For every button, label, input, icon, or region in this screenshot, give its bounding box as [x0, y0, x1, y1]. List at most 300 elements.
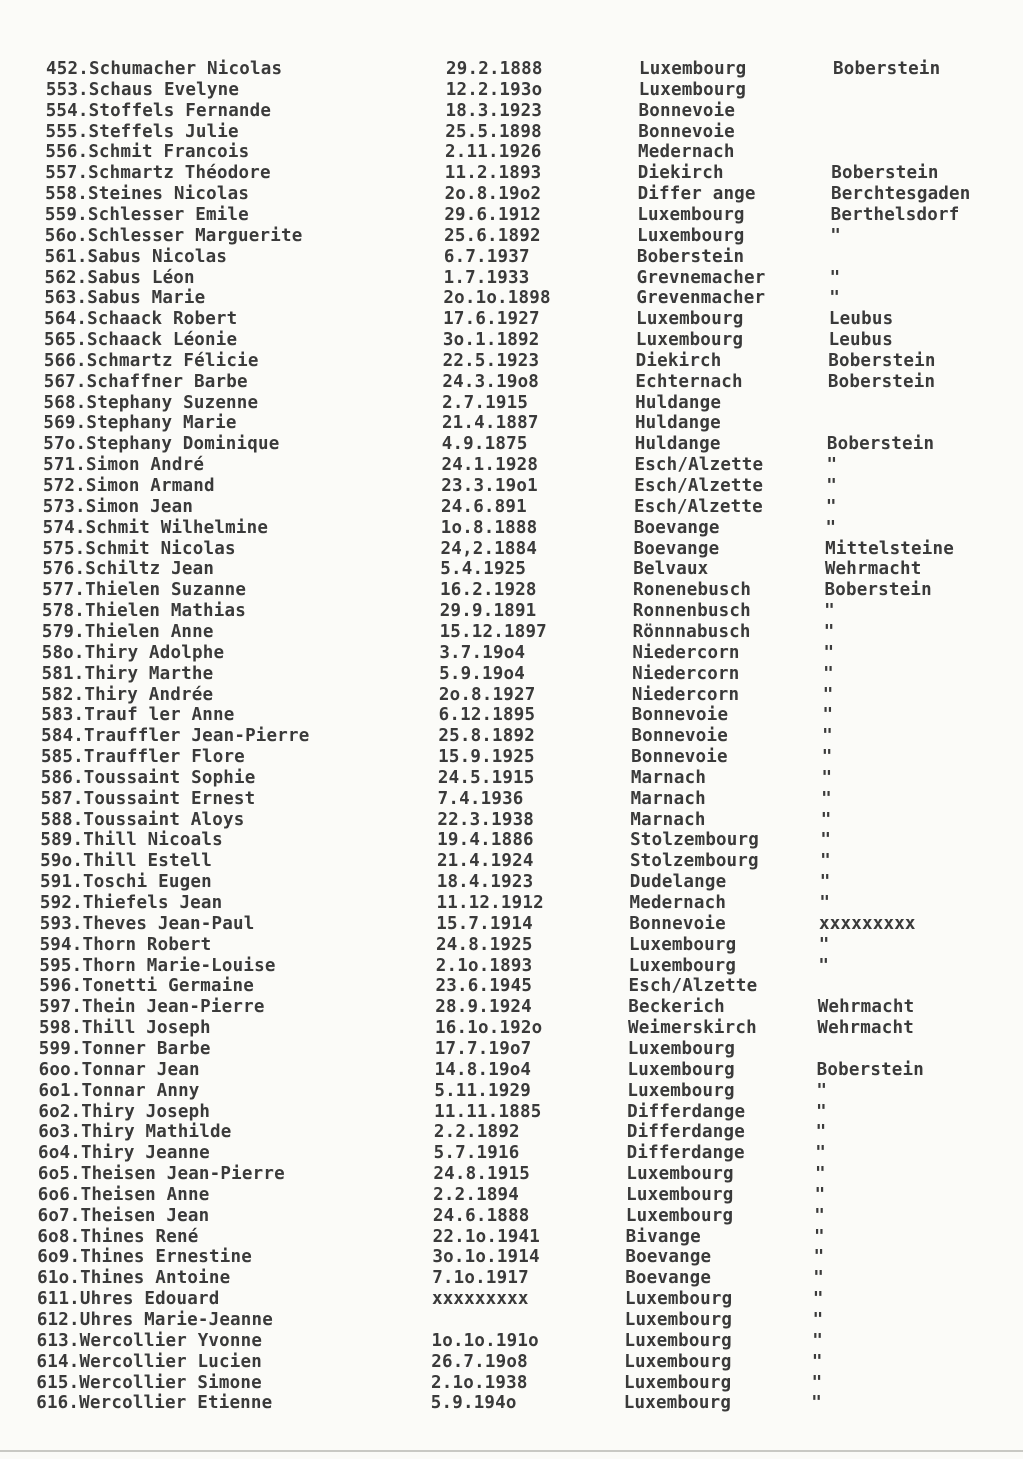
entry-place: Esch/Alzette [633, 496, 763, 517]
entry-date: 2.1o.1893 [435, 955, 533, 976]
entry-name: 614.Wercollier Lucien [36, 1351, 262, 1372]
entry-date: 11.12.1912 [436, 893, 544, 913]
entry-camp: " [826, 476, 837, 496]
list-row [39, 1060, 1023, 1081]
entry-place: Dudelange [629, 872, 727, 893]
list-row [43, 413, 1023, 434]
entry-camp: xxxxxxxxx [819, 913, 916, 934]
entry-name: 6oo.Tonnar Jean [38, 1059, 200, 1080]
list-row [42, 601, 1023, 622]
list-row [44, 288, 1023, 309]
entry-date: 18.4.1923 [436, 872, 534, 893]
entry-name: 593.Theves Jean-Paul [39, 913, 255, 934]
list-row [41, 768, 1023, 789]
entry-name: 586.Toussaint Sophie [40, 767, 256, 788]
list-row [39, 997, 1023, 1018]
list-row [39, 976, 1023, 997]
list-row [43, 434, 1023, 455]
entry-date: 6.12.1895 [438, 705, 536, 726]
entry-place: Ronnenbusch [632, 601, 751, 622]
entry-date: 29.2.1888 [446, 59, 543, 79]
entry-place: Boevange [633, 517, 720, 538]
entry-name: 577.Thielen Suzanne [42, 580, 247, 601]
entry-name: 558.Steines Nicolas [45, 184, 250, 205]
entry-date: 24.3.19o8 [442, 371, 540, 392]
entry-name: 613.Wercollier Yvonne [36, 1330, 263, 1351]
entry-place: Huldange [634, 413, 721, 434]
list-row [39, 1081, 1023, 1102]
entry-date: 5.7.1916 [433, 1143, 520, 1164]
entry-name: 57o.Stephany Dominique [43, 434, 280, 455]
list-row [38, 1206, 1023, 1227]
entry-place: Luxembourg [627, 1080, 735, 1101]
entry-name: 6o3.Thiry Mathilde [38, 1122, 232, 1143]
entry-camp: " [815, 1101, 827, 1122]
entry-camp: " [814, 1164, 826, 1185]
entry-place: Luxembourg [639, 59, 747, 79]
list-row [44, 330, 1023, 351]
entry-date: xxxxxxxxx [431, 1289, 529, 1310]
entry-name: 563.Sabus Marie [44, 288, 206, 309]
entry-camp: Wehrmacht [817, 1018, 914, 1039]
entry-place: Luxembourg [626, 1164, 734, 1185]
entry-name: 589.Thill Nicoals [40, 830, 223, 851]
entry-place: Bonnevoie [638, 100, 736, 121]
entry-place: Ronenebusch [633, 580, 752, 601]
list-row [42, 622, 1023, 643]
entry-camp: Boberstein [816, 1059, 925, 1080]
entry-name: 594.Thorn Robert [39, 934, 212, 955]
entry-name: 573.Simon Jean [42, 496, 194, 517]
entry-name: 59o.Thill Estell [40, 851, 212, 872]
entry-camp: " [813, 1247, 825, 1268]
entry-name: 6o2.Thiry Joseph [38, 1101, 211, 1122]
entry-date: 2o.8.1927 [438, 684, 536, 705]
entry-date: 17.7.19o7 [434, 1038, 532, 1059]
entry-camp: " [815, 1143, 827, 1164]
entry-camp: " [811, 1393, 822, 1414]
entry-date: 24.6.1888 [432, 1205, 530, 1226]
entry-camp: " [811, 1372, 823, 1393]
list-row [40, 935, 1023, 956]
entry-place: Belvaux [633, 559, 709, 580]
list-row [40, 914, 1023, 935]
page-edge-divider [0, 1450, 1023, 1452]
entry-camp: Leubus [828, 309, 894, 330]
entry-date: 2.2.1894 [433, 1184, 520, 1205]
entry-date: 5.9.19o4 [439, 663, 525, 684]
entry-place: Differ ange [637, 184, 756, 205]
entry-camp: " [818, 955, 830, 976]
list-row [38, 1143, 1023, 1164]
list-row [41, 789, 1023, 810]
entry-camp: Boberstein [827, 371, 936, 392]
entry-camp: " [821, 767, 833, 788]
entry-place: Bonnevoie [631, 705, 729, 726]
entry-place: Beckerich [628, 997, 725, 1018]
entry-camp: Berthelsdorf [830, 204, 960, 225]
entry-place: Bonnevoie [631, 726, 728, 747]
entry-place: Marnach [630, 788, 706, 809]
entry-date: 2o.1o.1898 [443, 288, 551, 309]
entry-date: 23.6.1945 [435, 976, 533, 997]
entry-name: 587.Toussaint Ernest [40, 788, 256, 809]
entry-place: Bonnevoie [638, 121, 735, 142]
entry-name: 562.Sabus Léon [44, 267, 195, 288]
entry-date: 18.3.1923 [445, 100, 543, 121]
entry-name: 553.Schaus Evelyne [45, 79, 240, 100]
list-row [37, 1227, 1023, 1248]
entry-camp: " [823, 642, 835, 663]
entry-camp: " [812, 1289, 824, 1310]
entry-name: 588.Toussaint Aloys [40, 809, 245, 830]
entry-name: 583.Trauf ler Anne [41, 705, 235, 726]
entry-place: Marnach [630, 767, 707, 788]
entry-date: 15.9.1925 [438, 747, 535, 768]
entry-date: 21.4.1887 [441, 413, 539, 434]
entry-place: Echternach [635, 371, 743, 392]
list-row [38, 1122, 1023, 1143]
list-row [37, 1268, 1023, 1289]
entry-name: 6o8.Thines René [37, 1226, 199, 1247]
list-row [42, 559, 1023, 580]
entry-place: Luxembourg [637, 225, 745, 246]
list-row [41, 747, 1023, 768]
entry-place: Stolzembourg [630, 830, 760, 851]
entry-name: 569.Stephany Marie [43, 413, 237, 434]
entry-camp: " [824, 601, 835, 622]
list-row [46, 101, 1023, 122]
entry-name: 56o.Schlesser Marguerite [44, 225, 303, 246]
entry-place: Bonnevoie [631, 747, 728, 768]
entry-date: 25.6.1892 [444, 225, 541, 246]
entry-date: 15.12.1897 [439, 621, 547, 642]
entry-camp: Boberstein [826, 434, 935, 455]
list-row [38, 1102, 1023, 1123]
entry-date: 24.1.1928 [441, 455, 539, 476]
entry-date: 24,2.1884 [440, 538, 538, 559]
entry-name: 571.Simon André [43, 455, 205, 476]
list-row [37, 1247, 1023, 1268]
entry-camp: " [830, 225, 842, 246]
entry-place: Differdange [627, 1101, 746, 1122]
entry-place: Differdange [626, 1122, 745, 1143]
list-row [39, 1018, 1023, 1039]
list-row [45, 247, 1023, 268]
entry-camp: " [823, 621, 835, 642]
entry-name: 561.Sabus Nicolas [44, 246, 228, 267]
entry-camp: " [814, 1184, 826, 1205]
entry-camp: " [825, 517, 837, 538]
list-row [44, 393, 1023, 414]
entry-name: 581.Thiry Marthe [41, 663, 214, 684]
list-row [36, 1393, 1023, 1414]
list-row [40, 830, 1023, 851]
entry-name: 582.Thiry Andrée [41, 684, 214, 705]
entry-name: 576.Schiltz Jean [42, 559, 215, 580]
list-row [43, 497, 1023, 518]
entry-date: 29.6.1912 [444, 204, 541, 225]
entry-name: 556.Schmit Francois [45, 142, 250, 163]
entry-date: 24.6.891 [440, 496, 527, 517]
entry-date: 3.7.19o4 [439, 642, 526, 663]
list-row [43, 455, 1023, 476]
entry-place: Luxembourg [627, 1059, 735, 1080]
list-row [46, 80, 1023, 101]
list-row [38, 1164, 1023, 1185]
entry-name: 598.Thill Joseph [38, 1018, 211, 1039]
entry-date: 17.6.1927 [443, 309, 540, 330]
entry-name: 6o7.Theisen Jean [37, 1205, 210, 1226]
entry-date: 15.7.1914 [436, 913, 533, 934]
entry-name: 592.Thiefels Jean [39, 893, 223, 913]
list-row [42, 539, 1023, 560]
entry-place: Luxembourg [624, 1330, 732, 1351]
entry-place: Luxembourg [624, 1351, 732, 1372]
entry-name: 612.Uhres Marie-Jeanne [36, 1310, 274, 1330]
entry-camp: Boberstein [833, 59, 941, 79]
entry-name: 595.Thorn Marie-Louise [39, 955, 276, 976]
entry-place: Boevange [633, 538, 720, 559]
entry-place: Medernach [638, 142, 735, 163]
entry-date: 22.3.1938 [437, 809, 535, 830]
entry-place: Luxembourg [626, 1184, 734, 1205]
entry-camp: Berchtesgaden [830, 184, 971, 205]
entry-place: Luxembourg [624, 1372, 732, 1393]
entry-name: 6o1.Tonnar Anny [38, 1080, 200, 1101]
entry-name: 567.Schaffner Barbe [43, 371, 248, 392]
entry-camp: " [819, 872, 831, 893]
entry-camp: " [825, 496, 837, 517]
list-row [38, 1185, 1023, 1206]
entry-camp: " [822, 726, 833, 747]
entry-camp: Boberstein [828, 350, 936, 371]
entry-date: 7.1o.1917 [432, 1268, 529, 1289]
list-row [44, 372, 1023, 393]
entry-camp: " [822, 705, 834, 726]
entry-camp: Boberstein [831, 163, 939, 184]
entry-camp: " [820, 809, 832, 830]
entry-camp: " [813, 1268, 825, 1289]
entry-place: Luxembourg [638, 79, 747, 100]
entry-date: 6.7.1937 [443, 246, 530, 267]
entry-name: 58o.Thiry Adolphe [41, 642, 225, 663]
entry-name: 559.Schlesser Emile [44, 204, 249, 225]
entry-camp: Wehrmacht [824, 559, 922, 580]
entry-date: 2.7.1915 [442, 392, 529, 413]
list-row [37, 1310, 1023, 1331]
entry-date: 21.4.1924 [436, 851, 534, 872]
entry-camp: " [829, 267, 841, 288]
entry-place: Niedercorn [632, 642, 740, 663]
entry-name: 61o.Thines Antoine [37, 1268, 231, 1289]
entry-date: 22.5.1923 [442, 350, 540, 371]
entry-date: 11.11.1885 [434, 1101, 542, 1122]
entry-date: 22.1o.1941 [432, 1226, 541, 1247]
list-row [45, 205, 1023, 226]
entry-camp: " [812, 1330, 823, 1351]
entry-name: 599.Tonner Barbe [38, 1038, 211, 1059]
entry-date: 24.8.1915 [433, 1164, 530, 1185]
entry-date: 28.9.1924 [435, 997, 532, 1018]
entry-name: 597.Thein Jean-Pierre [39, 997, 265, 1018]
entry-place: Stolzembourg [629, 851, 759, 872]
entry-camp: " [811, 1351, 823, 1372]
entry-place: Luxembourg [625, 1205, 734, 1226]
entry-date: 19.4.1886 [437, 830, 534, 851]
entry-date: 23.3.19o1 [441, 476, 538, 496]
list-row [37, 1289, 1023, 1310]
entry-name: 568.Stephany Suzenne [43, 392, 259, 413]
list-row [42, 580, 1023, 601]
entry-place: Diekirch [637, 163, 724, 184]
entry-date: 11.2.1893 [444, 163, 542, 184]
entry-name: 557.Schmartz Théodore [45, 163, 271, 184]
entry-place: Luxembourg [624, 1289, 733, 1310]
list-row [41, 726, 1023, 747]
entry-camp: Boberstein [824, 580, 932, 601]
entry-date: 2.11.1926 [445, 142, 542, 163]
list-row [44, 268, 1023, 289]
entry-name: 565.Schaack Léonie [44, 330, 238, 351]
entry-place: Luxembourg [623, 1393, 732, 1414]
entry-place: Huldange [635, 392, 722, 413]
entry-name: 574.Schmit Wilhelmine [42, 517, 269, 538]
entry-place: Luxembourg [628, 934, 737, 955]
list-row [43, 476, 1023, 497]
entry-place: Esch/Alzette [634, 476, 764, 496]
entry-place: Luxembourg [627, 1038, 736, 1059]
list-row [44, 351, 1023, 372]
entry-camp: " [814, 1205, 826, 1226]
entry-camp: Wehrmacht [817, 997, 915, 1018]
entry-place: Differdange [626, 1143, 745, 1164]
entry-date: 24.5.1915 [437, 767, 535, 788]
entry-place: Bivange [625, 1226, 701, 1247]
entry-date: 25.5.1898 [445, 121, 542, 142]
entry-date: 16.1o.192o [435, 1018, 543, 1039]
entry-name: 591.Toschi Eugen [40, 872, 212, 893]
entry-date: 4.9.1875 [441, 434, 528, 455]
list-row [46, 122, 1023, 143]
entry-name: 585.Trauffler Flore [40, 747, 245, 768]
entry-date: 29.9.1891 [439, 601, 537, 622]
entry-camp: " [822, 684, 834, 705]
entry-place: Boberstein [636, 246, 745, 267]
entry-place: Marnach [630, 809, 706, 830]
entry-date: 16.2.1928 [440, 580, 537, 601]
entry-camp: " [818, 934, 830, 955]
list-row [45, 163, 1023, 184]
entry-camp: " [829, 288, 840, 309]
list-row [42, 664, 1023, 685]
list-row [42, 643, 1023, 664]
list-row [40, 851, 1023, 872]
entry-place: Medernach [629, 893, 727, 913]
entry-place: Luxembourg [628, 955, 737, 976]
entry-camp: " [815, 1122, 827, 1143]
entry-date: 24.8.1925 [435, 934, 533, 955]
entry-place: Grevnemacher [636, 267, 766, 288]
entry-place: Luxembourg [624, 1310, 733, 1330]
entry-date: 3o.1o.1914 [432, 1247, 540, 1268]
entry-name: 578.Thielen Mathias [42, 601, 246, 622]
entry-camp: " [816, 1080, 828, 1101]
list-row [46, 59, 1023, 80]
entry-name: 555.Steffels Julie [45, 121, 239, 142]
list-row [39, 956, 1023, 977]
entry-date: 14.8.19o4 [434, 1059, 532, 1080]
entry-date: 26.7.19o8 [431, 1351, 528, 1372]
list-row [37, 1352, 1023, 1373]
entry-name: 6o9.Thines Ernestine [37, 1247, 252, 1268]
entry-place: Luxembourg [635, 330, 744, 351]
entry-date: 5.9.194o [430, 1393, 517, 1414]
entry-name: 6o6.Theisen Anne [37, 1184, 210, 1205]
entry-camp: " [820, 830, 832, 851]
entry-camp: " [826, 455, 838, 476]
list-row [41, 705, 1023, 726]
entry-place: Esch/Alzette [634, 455, 764, 476]
entry-name: 554.Stoffels Fernande [45, 100, 272, 121]
entry-date: 25.8.1892 [438, 726, 535, 747]
entry-date: 1.7.1933 [443, 267, 530, 288]
entry-place: Grevenmacher [636, 288, 766, 309]
list-row [45, 226, 1023, 247]
entry-name: 579.Thielen Anne [41, 621, 214, 642]
list-row [45, 184, 1023, 205]
entry-name: 616.Wercollier Etienne [36, 1393, 273, 1414]
entry-camp: Mittelsteine [825, 538, 954, 559]
entry-date: 2o.8.19o2 [444, 184, 542, 205]
entry-place: Luxembourg [636, 309, 744, 330]
entry-place: Rönnnabusch [632, 621, 751, 642]
entry-date: 2.1o.1938 [431, 1372, 528, 1393]
entry-name: 575.Schmit Nicolas [42, 538, 236, 559]
entry-date: 12.2.193o [445, 79, 543, 100]
list-row [40, 810, 1023, 831]
entry-date: 7.4.1936 [437, 788, 524, 809]
entry-name: 566.Schmartz Félicie [43, 350, 259, 371]
list-row [40, 872, 1023, 893]
entry-name: 6o5.Theisen Jean-Pierre [37, 1164, 285, 1185]
list-row [44, 309, 1023, 330]
entry-name: 572.Simon Armand [42, 476, 215, 496]
entry-camp: " [812, 1310, 824, 1330]
entry-place: Niedercorn [632, 663, 740, 684]
list-row [41, 685, 1023, 706]
list-row [36, 1373, 1023, 1394]
entry-place: Boevange [625, 1268, 712, 1289]
entry-date: 5.11.1929 [434, 1080, 531, 1101]
entry-name: 611.Uhres Edouard [36, 1289, 220, 1310]
entry-camp: " [823, 663, 834, 684]
entry-name: 564.Schaack Robert [44, 309, 238, 330]
entry-name: 596.Tonetti Germaine [39, 976, 254, 997]
entry-name: 6o4.Thiry Jeanne [38, 1143, 210, 1164]
entry-place: Esch/Alzette [628, 976, 758, 997]
entry-name: 584.Trauffler Jean-Pierre [41, 726, 310, 747]
entry-place: Luxembourg [637, 204, 745, 225]
entry-place: Huldange [634, 434, 721, 455]
entry-place: Weimerskirch [628, 1018, 757, 1039]
entry-camp: " [821, 747, 833, 768]
list-row [43, 518, 1023, 539]
entry-date: 3o.1.1892 [442, 330, 540, 351]
entry-date: 5.4.1925 [440, 559, 527, 580]
entry-camp: " [820, 851, 831, 872]
entry-name: 452.Schumacher Nicolas [46, 59, 283, 79]
